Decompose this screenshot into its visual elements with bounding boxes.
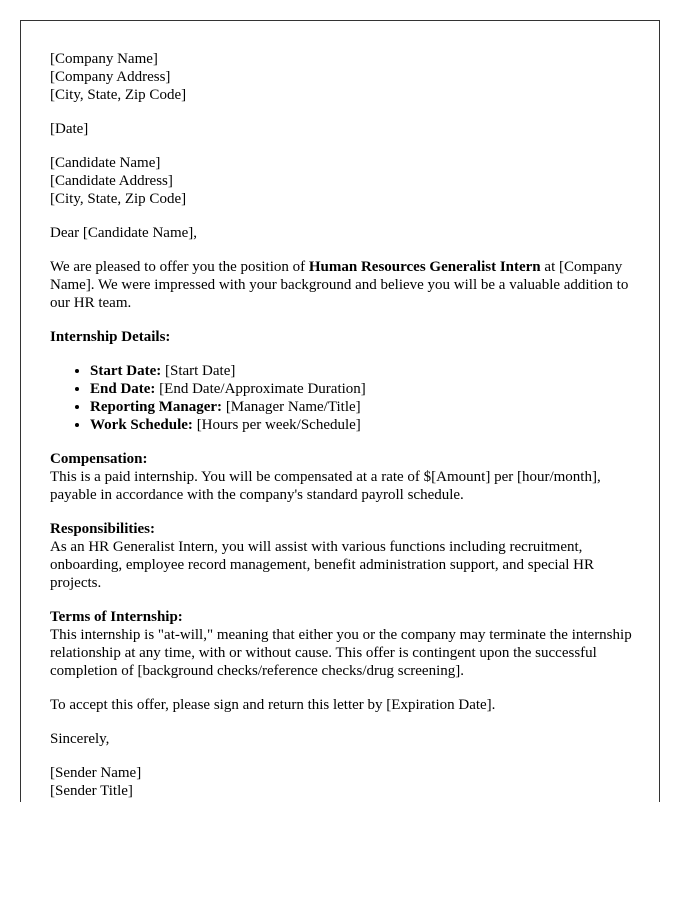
list-item-work-schedule (90, 416, 642, 434)
detail-label: Start Date: (90, 363, 162, 379)
candidate-name: [Candidate Name] (50, 155, 161, 171)
compensation-section (50, 450, 642, 504)
intro-text-after: at [Company Name]. We were impressed with your background and believe you will be a valuable addition to our HR team. (50, 259, 629, 311)
detail-label: End Date: (90, 381, 156, 397)
letter-page (20, 20, 660, 802)
acceptance-paragraph: To accept this offer, please sign and return this letter by [Expiration Date]. (50, 697, 496, 713)
sender-name: [Sender Name] (50, 765, 142, 781)
internship-details-list (50, 362, 642, 434)
terms-section (50, 608, 642, 680)
list-item-reporting-manager (90, 398, 642, 416)
internship-details-heading (50, 328, 642, 346)
detail-value: [End Date/Approximate Duration] (155, 381, 366, 397)
company-name: [Company Name] (50, 51, 158, 67)
company-city-state-zip: [City, State, Zip Code] (50, 87, 187, 103)
position-title: Human Resources Generalist Intern (308, 259, 541, 275)
detail-value: [Manager Name/Title] (222, 399, 361, 415)
responsibilities-text: As an HR Generalist Intern, you will assist with various functions including recruitment, onboarding, employee record management, benefit administration support, and special HR projects. (50, 539, 595, 591)
intro-paragraph (50, 258, 642, 312)
detail-label: Reporting Manager: (90, 399, 223, 415)
compensation-heading: Compensation: (50, 451, 148, 467)
internship-details-heading-text: Internship Details: (50, 329, 171, 345)
responsibilities-section (50, 520, 642, 592)
detail-value: [Hours per week/Schedule] (192, 417, 361, 433)
offer-letter (50, 50, 642, 802)
list-item-start-date (90, 362, 642, 380)
candidate-address: [Candidate Address] (50, 173, 173, 189)
sender-title: [Sender Title] (50, 783, 133, 799)
letter-date: [Date] (50, 121, 89, 137)
list-item-end-date (90, 380, 642, 398)
responsibilities-heading: Responsibilities: (50, 521, 156, 537)
closing: Sincerely, (50, 731, 110, 747)
company-address: [Company Address] (50, 69, 171, 85)
sender-address-block (50, 50, 642, 104)
salutation: Dear [Candidate Name], (50, 225, 198, 241)
terms-text: This internship is "at-will," meaning that either you or the company may terminate the internship relationship at any time, with or without cause. This offer is contingent upon the successful completion of [background checks/reference checks/drug screening]. (50, 627, 632, 679)
detail-label: Work Schedule: (90, 417, 193, 433)
signature-block (50, 764, 642, 800)
date-block (50, 120, 642, 138)
intro-text-before: We are pleased to offer you the position of (50, 259, 309, 275)
compensation-text: This is a paid internship. You will be compensated at a rate of $[Amount] per [hour/month], payable in accordance with the company's standard payroll schedule. (50, 469, 601, 503)
detail-value: [Start Date] (161, 363, 236, 379)
candidate-city-state-zip: [City, State, Zip Code] (50, 191, 187, 207)
recipient-address-block (50, 154, 642, 208)
terms-heading: Terms of Internship: (50, 609, 183, 625)
